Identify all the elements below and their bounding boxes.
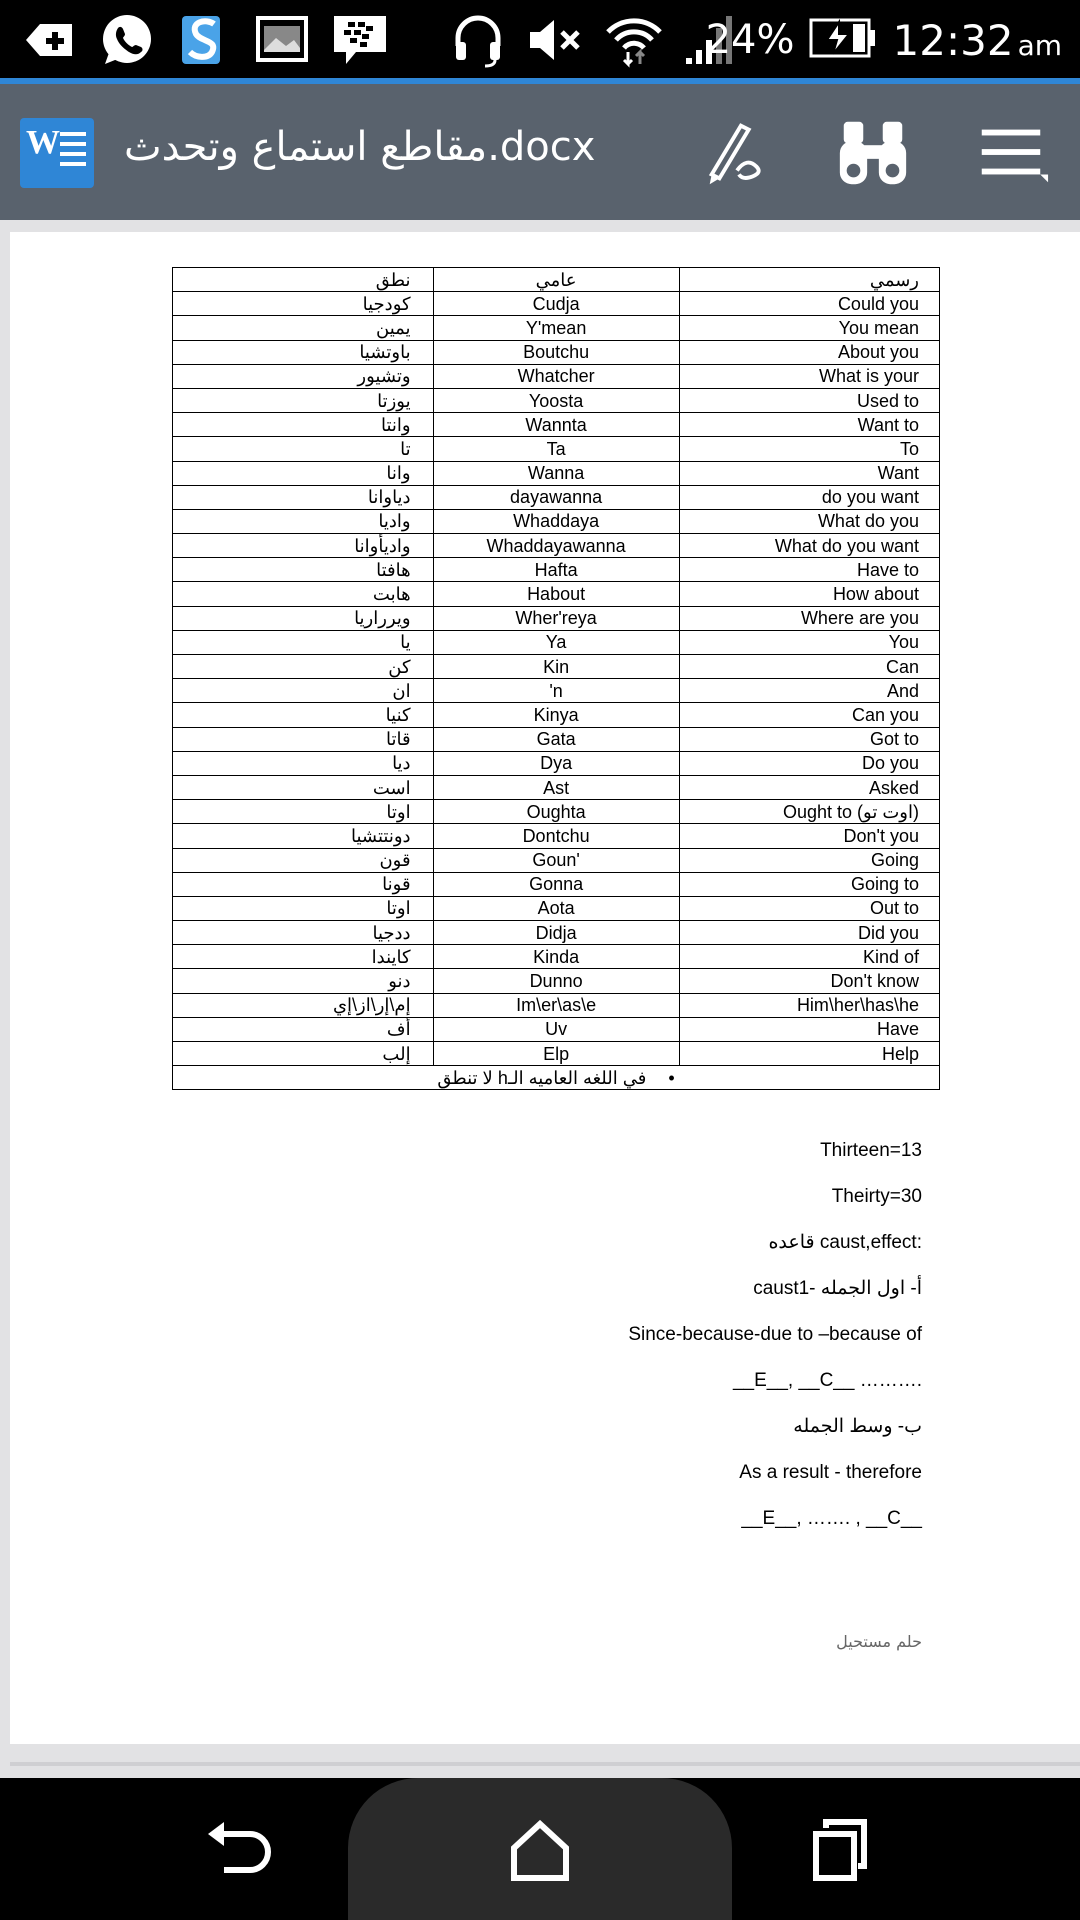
navigation-bar [0, 1778, 1080, 1920]
cell-nutq: ديا [173, 751, 434, 775]
cell-ammi: Im\er\as\e [433, 993, 679, 1017]
table-row [173, 896, 940, 920]
table-note-row [173, 1066, 940, 1090]
cell-ammi: Kinya [433, 703, 679, 727]
table-row [173, 534, 940, 558]
cell-ammi: Whaddayawanna [433, 534, 679, 558]
cell-nutq: كنيا [173, 703, 434, 727]
header-rasmi: رسمي [679, 268, 939, 292]
cell-ammi: Dya [433, 751, 679, 775]
table-row [173, 969, 940, 993]
cell-ammi: Cudja [433, 292, 679, 316]
cell-ammi: Habout [433, 582, 679, 606]
cell-nutq: دياوانا [173, 485, 434, 509]
table-row [173, 727, 940, 751]
table-row [173, 340, 940, 364]
cell-rasmi: Used to [679, 388, 939, 412]
cell-ammi: Goun' [433, 848, 679, 872]
hamburger-menu-icon [972, 114, 1050, 192]
cell-rasmi: What do you [679, 509, 939, 533]
cell-nutq: كودجيا [173, 292, 434, 316]
note-line: Since-because-due to –because of [628, 1324, 922, 1345]
cell-ammi: dayawanna [433, 485, 679, 509]
cell-ammi: Yoosta [433, 388, 679, 412]
cell-ammi: Didja [433, 921, 679, 945]
note-line: قاعده caust,effect: [768, 1232, 922, 1253]
table-row [173, 558, 940, 582]
signature-text: حلم مستحيل [836, 1632, 922, 1651]
cell-rasmi: Have [679, 1017, 939, 1041]
table-row [173, 655, 940, 679]
find-button[interactable] [828, 108, 918, 198]
battery-percent: 24% [705, 17, 795, 63]
cell-ammi: Gata [433, 727, 679, 751]
cell-rasmi: What is your [679, 364, 939, 388]
cell-rasmi: Can you [679, 703, 939, 727]
bullet-icon: • [668, 1067, 675, 1088]
table-row [173, 945, 940, 969]
headset-icon [448, 10, 508, 70]
cell-ammi: Wher'reya [433, 606, 679, 630]
cell-rasmi: Don't you [679, 824, 939, 848]
cell-nutq: يوزتا [173, 388, 434, 412]
cell-rasmi: About you [679, 340, 939, 364]
cell-rasmi: Going to [679, 872, 939, 896]
cell-rasmi: You mean [679, 316, 939, 340]
cell-nutq: كن [173, 655, 434, 679]
note-line: As a result - therefore [739, 1462, 922, 1483]
cell-rasmi: Asked [679, 775, 939, 799]
cell-nutq: يمين [173, 316, 434, 340]
cell-rasmi: Can [679, 655, 939, 679]
cell-nutq: أف [173, 1017, 434, 1041]
table-row [173, 606, 940, 630]
cell-rasmi: To [679, 437, 939, 461]
home-button[interactable] [500, 1814, 580, 1886]
cell-nutq: اوتا [173, 800, 434, 824]
page-bottom-divider [10, 1762, 1080, 1766]
cell-nutq: وتشيور [173, 364, 434, 388]
table-row [173, 437, 940, 461]
cell-nutq: إلب [173, 1042, 434, 1066]
status-bar [0, 0, 1080, 78]
cell-rasmi: Ought to (اوت تو) [679, 800, 939, 824]
cell-ammi: Wanna [433, 461, 679, 485]
cell-nutq: يا [173, 630, 434, 654]
document-notes [628, 1136, 922, 1550]
cell-ammi: Ta [433, 437, 679, 461]
cell-ammi: Dunno [433, 969, 679, 993]
cell-ammi: Y'mean [433, 316, 679, 340]
cell-rasmi: Him\her\has\he [679, 993, 939, 1017]
cell-nutq: هافتا [173, 558, 434, 582]
cell-rasmi: Out to [679, 896, 939, 920]
cell-nutq: تا [173, 437, 434, 461]
cell-rasmi: Don't know [679, 969, 939, 993]
word-logo-lines [60, 132, 86, 172]
table-row [173, 800, 940, 824]
cell-nutq: قاتا [173, 727, 434, 751]
cell-nutq: اوتا [173, 896, 434, 920]
cell-nutq: است [173, 775, 434, 799]
note-line: __E__, __C__ ………. [732, 1370, 922, 1391]
document-title: مقاطع استماع وتحدث.docx [124, 124, 596, 170]
table-row [173, 582, 940, 606]
table-row [173, 824, 940, 848]
table-row [173, 703, 940, 727]
cell-rasmi: Got to [679, 727, 939, 751]
clock [893, 16, 1062, 65]
table-row [173, 993, 940, 1017]
table-row [173, 485, 940, 509]
cell-ammi: Dontchu [433, 824, 679, 848]
cell-ammi: Uv [433, 1017, 679, 1041]
header-ammi: عامي [433, 268, 679, 292]
cell-nutq: إم\إر\از\إي [173, 993, 434, 1017]
table-row [173, 751, 940, 775]
note-line: ب- وسط الجمله [793, 1416, 922, 1437]
note-line: Theirty=30 [831, 1186, 922, 1207]
cell-rasmi: do you want [679, 485, 939, 509]
table-row [173, 388, 940, 412]
cell-ammi: Hafta [433, 558, 679, 582]
app-icon [174, 10, 234, 70]
cell-nutq: ددجيا [173, 921, 434, 945]
binoculars-icon [834, 114, 912, 192]
cell-rasmi: Where are you [679, 606, 939, 630]
cell-nutq: قون [173, 848, 434, 872]
cell-nutq: واديأوانا [173, 534, 434, 558]
battery-charging-icon [809, 16, 879, 64]
cell-ammi: Ya [433, 630, 679, 654]
back-button[interactable] [200, 1814, 280, 1886]
gallery-icon [252, 10, 312, 70]
header-nutq: نطق [173, 268, 434, 292]
cell-rasmi: Help [679, 1042, 939, 1066]
whatsapp-icon [96, 10, 156, 70]
vocabulary-table [172, 267, 940, 1090]
cell-nutq: وانا [173, 461, 434, 485]
table-row [173, 848, 940, 872]
note-line: caust1- أ- اول الجمله [753, 1278, 922, 1299]
table-row [173, 316, 940, 340]
cell-rasmi: What do you want [679, 534, 939, 558]
cell-nutq: واديا [173, 509, 434, 533]
cell-rasmi: Kind of [679, 945, 939, 969]
cell-ammi: Oughta [433, 800, 679, 824]
table-row [173, 413, 940, 437]
menu-button[interactable] [966, 108, 1056, 198]
table-row [173, 921, 940, 945]
word-logo-letter: W [26, 124, 60, 161]
cell-rasmi: Want [679, 461, 939, 485]
cell-ammi: Kin [433, 655, 679, 679]
mute-icon [526, 10, 586, 70]
cell-nutq: هابت [173, 582, 434, 606]
table-row [173, 292, 940, 316]
cell-nutq: ويرراريا [173, 606, 434, 630]
cell-rasmi: Have to [679, 558, 939, 582]
edit-button[interactable] [692, 108, 782, 198]
cell-ammi: Ast [433, 775, 679, 799]
recent-apps-button[interactable] [800, 1814, 880, 1886]
cell-nutq: قونا [173, 872, 434, 896]
word-app-logo[interactable] [20, 118, 94, 188]
table-row [173, 679, 940, 703]
cell-ammi: Whatcher [433, 364, 679, 388]
cell-rasmi: Want to [679, 413, 939, 437]
note-line: Thirteen=13 [820, 1140, 922, 1161]
cell-nutq: دونتتشيا [173, 824, 434, 848]
app-bar [0, 84, 1080, 220]
cell-nutq: ان [173, 679, 434, 703]
cell-ammi: Boutchu [433, 340, 679, 364]
table-note-text: في اللغه العاميه الـh لا تنطق [437, 1067, 647, 1088]
cell-rasmi: Do you [679, 751, 939, 775]
bbm-icon [330, 10, 390, 70]
cell-rasmi: You [679, 630, 939, 654]
table-row [173, 364, 940, 388]
table-row [173, 461, 940, 485]
cell-rasmi: How about [679, 582, 939, 606]
wifi-icon [604, 10, 664, 70]
recent-apps-icon [800, 1814, 880, 1886]
table-note-cell [173, 1066, 940, 1090]
table-row [173, 630, 940, 654]
table-row [173, 1042, 940, 1066]
back-icon [200, 1814, 280, 1886]
table-row [173, 872, 940, 896]
cell-nutq: كايندا [173, 945, 434, 969]
clock-ampm: am [1017, 28, 1062, 62]
add-icon [18, 10, 78, 70]
table-row [173, 775, 940, 799]
cell-ammi: 'n [433, 679, 679, 703]
cell-rasmi: Did you [679, 921, 939, 945]
pen-edit-icon [698, 114, 776, 192]
cell-rasmi: Could you [679, 292, 939, 316]
cell-rasmi: And [679, 679, 939, 703]
cell-ammi: Gonna [433, 872, 679, 896]
table-row [173, 509, 940, 533]
table-header-row [173, 268, 940, 292]
cell-ammi: Elp [433, 1042, 679, 1066]
cell-ammi: Kinda [433, 945, 679, 969]
cell-nutq: دنو [173, 969, 434, 993]
clock-time: 12:32 [892, 15, 1014, 65]
cell-ammi: Aota [433, 896, 679, 920]
home-icon [500, 1814, 580, 1886]
cell-ammi: Wannta [433, 413, 679, 437]
note-line: __E__, ……. , __C__ [741, 1508, 922, 1529]
cell-rasmi: Going [679, 848, 939, 872]
cell-nutq: وانتا [173, 413, 434, 437]
cell-nutq: باوتشيا [173, 340, 434, 364]
cell-ammi: Whaddaya [433, 509, 679, 533]
table-row [173, 1017, 940, 1041]
